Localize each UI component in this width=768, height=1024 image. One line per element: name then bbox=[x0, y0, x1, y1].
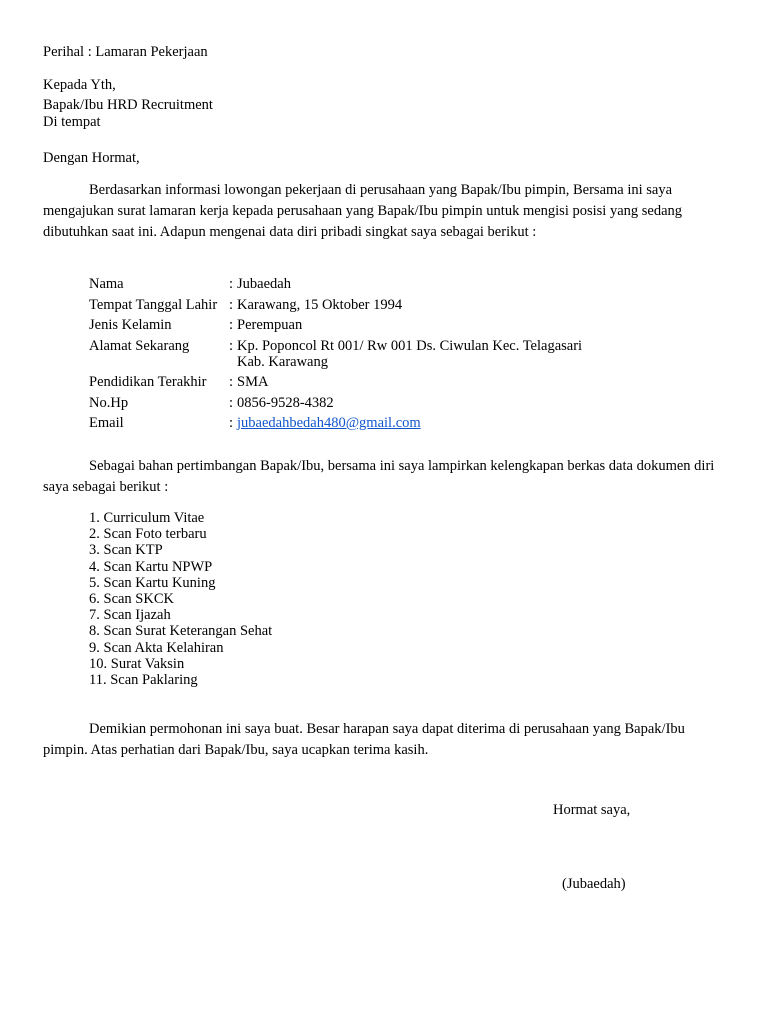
recipient-place: Di tempat bbox=[43, 114, 101, 130]
recipient-name: Bapak/Ibu HRD Recruitment bbox=[43, 97, 213, 113]
field-separator: : bbox=[229, 276, 234, 292]
field-value-continued: Kab. Karawang bbox=[237, 354, 328, 370]
field-label: Nama bbox=[89, 276, 124, 292]
field-label: Tempat Tanggal Lahir bbox=[89, 297, 218, 313]
field-value: Jubaedah bbox=[237, 276, 291, 292]
email-link[interactable]: jubaedahbedah480@gmail.com bbox=[237, 415, 421, 431]
list-item: 6. Scan SKCK bbox=[89, 590, 174, 607]
signature-name: (Jubaedah) bbox=[562, 876, 626, 892]
list-item: 4. Scan Kartu NPWP bbox=[89, 558, 213, 575]
field-separator: : bbox=[229, 297, 234, 313]
field-label: No.Hp bbox=[89, 395, 129, 411]
field-value: SMA bbox=[237, 374, 269, 390]
greeting: Dengan Hormat, bbox=[43, 150, 140, 166]
list-item: 9. Scan Akta Kelahiran bbox=[89, 639, 224, 656]
intro-text: Berdasarkan informasi lowongan pekerjaan di perusahaan yang Bapak/Ibu pimpin, Bersama ini saya mengajukan surat lamaran kerja kepada perusahaan yang Bapak/Ibu pimpin untuk mengisi posisi yang sedang dibutuhkan saat ini. Adapun mengenai data diri pribadi singkat saya sebagai berikut : bbox=[43, 182, 683, 240]
field-separator: : bbox=[229, 415, 234, 431]
intro-paragraph bbox=[43, 180, 733, 243]
closing-paragraph bbox=[43, 719, 733, 761]
field-label: Pendidikan Terakhir bbox=[89, 374, 207, 390]
field-value: 0856-9528-4382 bbox=[237, 395, 334, 411]
attachments-list bbox=[89, 510, 272, 688]
field-label: Jenis Kelamin bbox=[89, 317, 172, 333]
field-value: Karawang, 15 Oktober 1994 bbox=[237, 297, 403, 313]
closing-text: Demikian permohonan ini saya buat. Besar harapan saya dapat diterima di perusahaan yang Bapak/Ibu pimpin. Atas perhatian dari Bapak/Ibu, saya ucapkan terima kasih. bbox=[43, 721, 685, 758]
signoff: Hormat saya, bbox=[553, 802, 631, 818]
subject-line: Perihal : Lamaran Pekerjaan bbox=[43, 44, 208, 60]
recipient-salutation: Kepada Yth, bbox=[43, 77, 116, 93]
field-separator: : bbox=[229, 317, 234, 333]
field-value: Kp. Poponcol Rt 001/ Rw 001 Ds. Ciwulan Kec. Telagasari bbox=[237, 338, 583, 354]
list-item: 11. Scan Paklaring bbox=[89, 671, 198, 688]
field-label: Alamat Sekarang bbox=[89, 338, 190, 354]
list-item: 7. Scan Ijazah bbox=[89, 607, 171, 624]
list-item: 10. Surat Vaksin bbox=[89, 655, 185, 672]
list-item: 1. Curriculum Vitae bbox=[89, 510, 205, 526]
list-item: 8. Scan Surat Keterangan Sehat bbox=[89, 623, 273, 640]
field-value: Perempuan bbox=[237, 317, 303, 333]
field-separator: : bbox=[229, 374, 234, 390]
list-item: 3. Scan KTP bbox=[89, 542, 163, 559]
list-item: 2. Scan Foto terbaru bbox=[89, 526, 207, 543]
attachments-intro-text: Sebagai bahan pertimbangan Bapak/Ibu, bersama ini saya lampirkan kelengkapan berkas data dokumen diri saya sebagai berikut : bbox=[43, 458, 715, 495]
list-item: 5. Scan Kartu Kuning bbox=[89, 574, 216, 591]
field-separator: : bbox=[229, 395, 234, 411]
field-label: Email bbox=[89, 415, 124, 431]
attachments-intro-paragraph bbox=[43, 456, 733, 498]
field-separator: : bbox=[229, 338, 234, 354]
